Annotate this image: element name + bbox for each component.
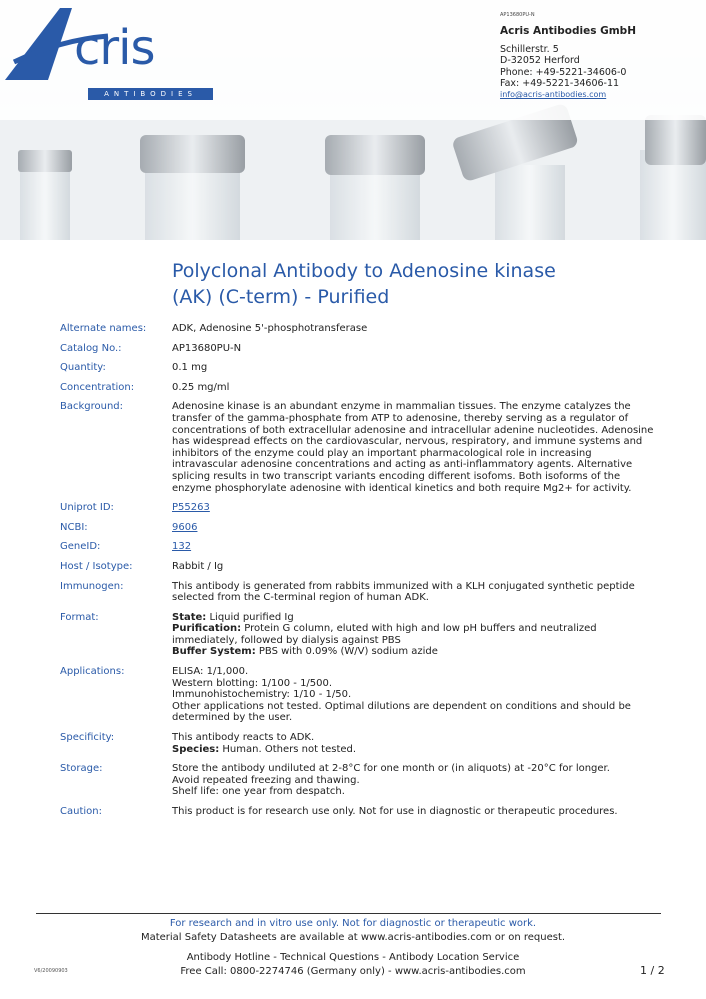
format-buffer-value: PBS with 0.09% (W/V) sodium azide <box>255 646 438 658</box>
label-caution: Caution: <box>60 806 102 817</box>
header-banner <box>0 0 706 240</box>
page-number: 1 / 2 <box>640 964 665 977</box>
row-geneid <box>60 541 660 553</box>
application-note: Other applications not tested. Optimal dilutions are dependent on conditions and should be determined by the user. <box>172 700 631 724</box>
address-city: D-32052 Herford <box>500 55 580 67</box>
label-quantity: Quantity: <box>60 362 106 374</box>
row-alternate-names <box>60 323 660 335</box>
label-ncbi: NCBI: <box>60 521 88 533</box>
product-title <box>172 258 672 310</box>
value-background: Adenosine kinase is an abundant enzyme in mammalian tissues. The enzyme catalyzes the transfer of the gamma-phosphate from ATP to adenosine, thereby serving as a regulator of concentrations of both extracellular adenosine and intracellular adenine nucleotides. Adenosine has widespread effects on the cardiovascular, nervous, respiratory, and immune systems and inhibitors of the enzyme could play an important pharmacological role in increasing intravascular adenosine concentrations and acting as anti-inflammatory agents. Alternative splicing results in two transcript variants encoding different isofoms. Both isoforms of the enzyme phosphorylate adenosine with identical kinetics and both require Mg2+ for activity. <box>172 401 654 494</box>
row-catalog <box>60 343 660 355</box>
species-value: Human. Others not tested. <box>219 743 357 755</box>
label-specificity: Specificity: <box>60 732 115 744</box>
product-title-line-1: Polyclonal Antibody to Adenosine kinase <box>172 260 556 282</box>
footer-divider <box>36 913 661 914</box>
value-catalog: AP13680PU-N <box>172 342 242 354</box>
row-uniprot <box>60 502 660 514</box>
row-specificity <box>60 732 660 755</box>
phone-number: Phone: +49-5221-34606-0 <box>500 66 627 78</box>
company-name: Acris Antibodies GmbH <box>500 25 636 38</box>
value-format <box>172 612 660 658</box>
uniprot-link[interactable]: P55263 <box>172 502 210 514</box>
specificity-text: This antibody reacts to ADK. <box>172 732 315 744</box>
label-geneid: GeneID: <box>60 541 101 553</box>
label-uniprot: Uniprot ID: <box>60 502 114 514</box>
value-host: Rabbit / Ig <box>172 560 224 572</box>
value-concentration: 0.25 mg/ml <box>172 381 230 393</box>
product-title-line-2: (AK) (C-term) - Purified <box>172 286 390 308</box>
footer-hotline: Antibody Hotline - Technical Questions - Antibody Location Service <box>186 952 520 963</box>
label-catalog: Catalog No.: <box>60 342 122 354</box>
company-contact-block <box>500 10 700 101</box>
row-applications <box>60 666 660 724</box>
row-concentration <box>60 382 660 394</box>
value-caution: This product is for research use only. Not for use in diagnostic or therapeutic procedures. <box>172 806 618 817</box>
value-applications <box>172 666 660 724</box>
value-alternate-names: ADK, Adenosine 5'-phosphotransferase <box>172 323 368 334</box>
storage-line-1: Store the antibody undiluted at 2-8°C for one month or (in aliquots) at -20°C for longer. <box>172 763 610 775</box>
value-specificity <box>172 732 660 755</box>
storage-line-2: Avoid repeated freezing and thawing. <box>172 774 360 786</box>
row-caution <box>60 806 660 818</box>
address-street: Schillerstr. 5 <box>500 43 559 55</box>
email-link[interactable]: info@acris-antibodies.com <box>500 90 607 100</box>
fax-number: Fax: +49-5221-34606-11 <box>500 78 620 90</box>
format-buffer-key: Buffer System: <box>172 646 256 658</box>
species-key: Species: <box>172 743 220 755</box>
footer-msds-notice: Material Safety Datasheets are available at www.acris-antibodies.com or on request. <box>140 932 566 943</box>
format-purification-key: Purification: <box>172 623 242 635</box>
label-background: Background: <box>60 401 124 413</box>
format-state-key: State: <box>172 611 207 623</box>
ncbi-link[interactable]: 9606 <box>172 521 198 533</box>
row-ncbi <box>60 522 660 534</box>
label-alternate-names: Alternate names: <box>60 323 147 334</box>
label-applications: Applications: <box>60 666 125 678</box>
application-ihc: Immunohistochemistry: 1/10 - 1/50. <box>172 689 352 701</box>
product-details <box>60 323 660 826</box>
label-host: Host / Isotype: <box>60 560 133 572</box>
label-concentration: Concentration: <box>60 381 135 393</box>
format-state-value: Liquid purified Ig <box>206 611 294 623</box>
value-quantity: 0.1 mg <box>172 362 208 374</box>
row-storage <box>60 763 660 798</box>
label-immunogen: Immunogen: <box>60 580 124 592</box>
value-immunogen: This antibody is generated from rabbits immunized with a KLH conjugated synthetic peptide selected from the C-terminal region of human ADK. <box>172 580 635 604</box>
format-purification-value: Protein G column, eluted with high and low pH buffers and neutralized immediately, followed by dialysis against PBS <box>172 623 597 646</box>
label-storage: Storage: <box>60 763 103 775</box>
value-storage <box>172 763 660 798</box>
footer-free-call: Free Call: 0800-2274746 (Germany only) - www.acris-antibodies.com <box>180 966 526 977</box>
footer-research-notice: For research and in vitro use only. Not for diagnostic or therapeutic work. <box>169 918 537 929</box>
row-host <box>60 561 660 573</box>
geneid-link[interactable]: 132 <box>172 541 192 553</box>
row-immunogen <box>60 581 660 604</box>
logo-wordmark: cris <box>74 20 155 76</box>
row-background <box>60 401 660 494</box>
document-reference: AP13680PU-N <box>500 12 535 18</box>
application-elisa: ELISA: 1/1,000. <box>172 666 249 678</box>
label-format: Format: <box>60 611 99 623</box>
logo-subtitle: ANTIBODIES <box>88 88 213 100</box>
storage-line-3: Shelf life: one year from despatch. <box>172 786 345 798</box>
row-format <box>60 612 660 658</box>
application-western: Western blotting: 1/100 - 1/500. <box>172 677 333 689</box>
row-quantity <box>60 362 660 374</box>
document-version: V6/20090903 <box>34 968 68 974</box>
